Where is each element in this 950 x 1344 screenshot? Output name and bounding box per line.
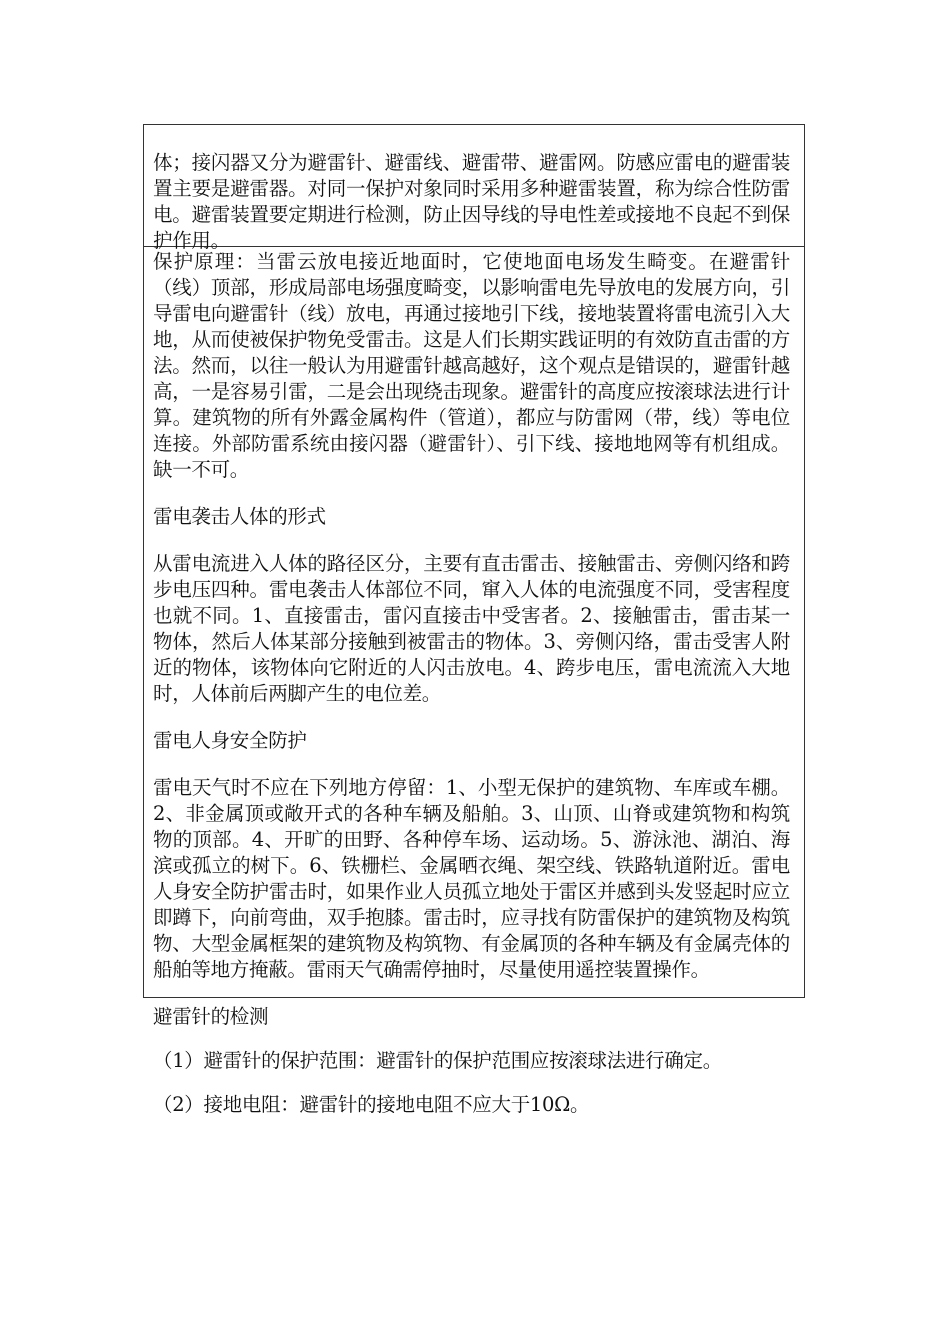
table-cell-top xyxy=(144,125,804,252)
paragraph-protection-devices: 体；接闪器又分为避雷针、避雷线、避雷带、避雷网。防感应雷电的避雷装置主要是避雷器。对同一保护对象同时采用多种避雷装置，称为综合性防雷电。避雷装置要定期进行检测，防止因导线的导电性差或接地不良起不到保护作用。 xyxy=(153,151,790,252)
heading-lightning-attack-forms: 雷电袭击人体的形式 xyxy=(153,505,326,528)
paragraph-personal-safety: 雷电天气时不应在下列地方停留：1、小型无保护的建筑物、车库或车棚。2、非金属顶或敞开式的各种车辆及船舶。3、山顶、山脊或建筑物和构筑物的顶部。4、开旷的田野、各种停车场、运动场。5、游泳池、湖泊、海滨或孤立的树下。6、铁栅栏、金属晒衣绳、架空线、铁路轨道附近。雷电人身安全防护雷击时，如果作业人员孤立地处于雷区并感到头发竖起时应立即蹲下，向前弯曲，双手抱膝。雷击时，应寻找有防雷保护的建筑物及构筑物、大型金属框架的建筑物及构筑物、有金属顶的各种车辆及有金属壳体的船舶等地方掩蔽。雷雨天气确需停抽时，尽量使用遥控装置操作。 xyxy=(153,776,790,981)
heading-personal-safety: 雷电人身安全防护 xyxy=(153,729,307,752)
paragraph-protection-principle: 保护原理：当雷云放电接近地面时，它使地面电场发生畸变。在避雷针（线）顶部，形成局部电场强度畸变，以影响雷电先导放电的发展方向，引导雷电向避雷针（线）放电，再通过接地引下线，接地装置将雷电流引入大地，从而使被保护物免受雷击。这是人们长期实践证明的有效防直击雷的方法。然而，以往一般认为用避雷针越高越好，这个观点是错误的，避雷针越高，一是容易引雷，二是会出现绕击现象。避雷针的高度应按滚球法进行计算。建筑物的所有外露金属构件（管道），都应与防雷网（带，线）等电位连接。外部防雷系统由接闪器（避雷针）、引下线、接地地网等有机组成。缺一不可。 xyxy=(153,250,790,481)
paragraph-lightning-attack-forms: 从雷电流进入人体的路径区分，主要有直击雷击、接触雷击、旁侧闪络和跨步电压四种。雷电袭击人体部位不同，窜入人体的电流强度不同，受害程度也就不同。1、直接雷击，雷闪直接击中受害者。2、接触雷击，雷击某一物体，然后人体某部分接触到被雷击的物体。3、旁侧闪络，雷击受害人附近的物体，该物体向它附近的人闪击放电。4、跨步电压，雷电流流入大地时，人体前后两脚产生的电位差。 xyxy=(153,552,790,705)
detection-item-protection-range: （1）避雷针的保护范围：避雷针的保护范围应按滚球法进行确定。 xyxy=(153,1049,722,1072)
heading-rod-detection: 避雷针的检测 xyxy=(153,1005,269,1028)
document-table xyxy=(143,124,805,1116)
table-cell-main xyxy=(144,247,804,1116)
detection-item-grounding-resistance: （2）接地电阻：避雷针的接地电阻不应大于10Ω。 xyxy=(153,1093,590,1116)
